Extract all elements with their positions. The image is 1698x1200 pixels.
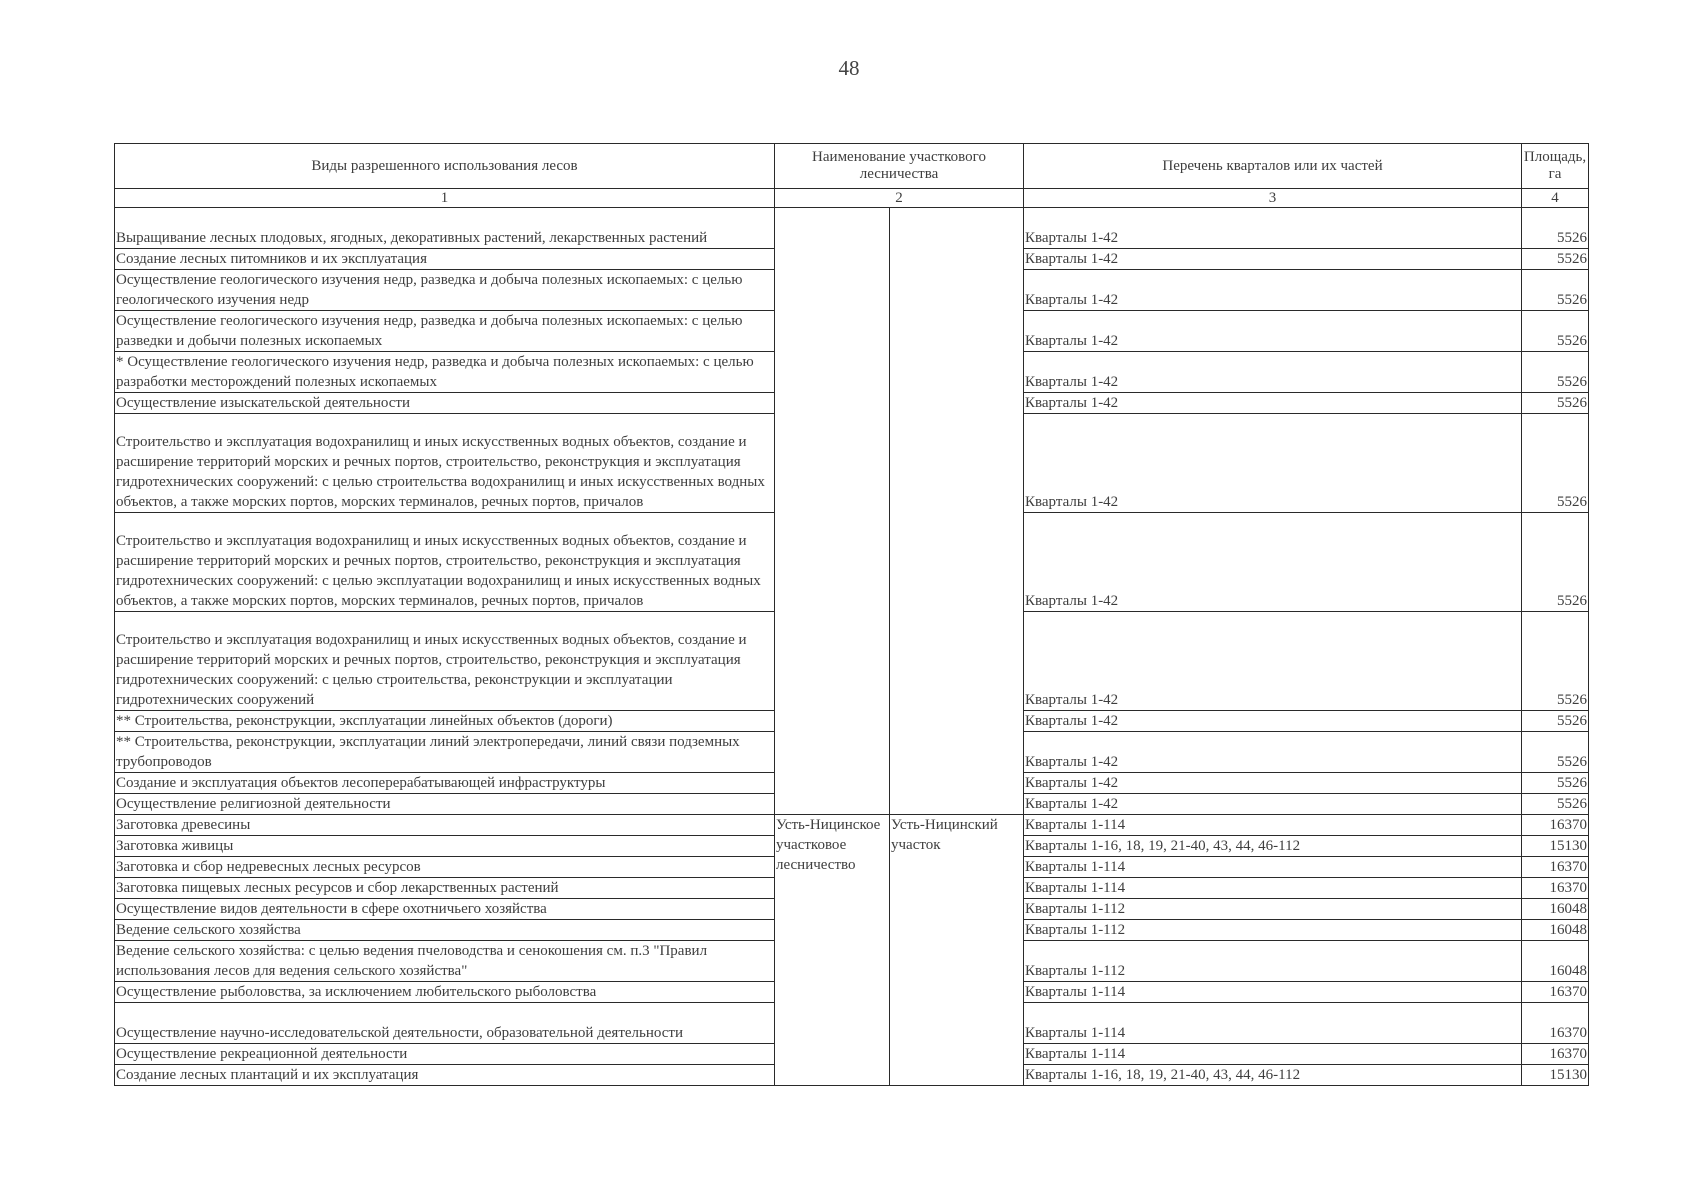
column-number: 2 (775, 189, 1024, 208)
area-cell: 5526 (1522, 513, 1589, 612)
quarters-cell: Кварталы 1-114 (1024, 1044, 1522, 1065)
use-type-cell: Осуществление научно-исследовательской деятельности, образовательной деятельности (115, 1003, 775, 1044)
use-type-cell: Строительство и эксплуатация водохранилищ и иных искусственных водных объектов, создание и расширение территорий морских и речных портов, строительство, реконструкция и эксплуатация гидротехнических сооружений: с целью строительства, реконструкции и эксплуатации гидротехнических сооружений (115, 612, 775, 711)
quarters-cell: Кварталы 1-112 (1024, 941, 1522, 982)
column-number: 3 (1024, 189, 1522, 208)
use-type-cell: * Осуществление геологического изучения недр, разведка и добыча полезных ископаемых: с целью разработки месторождений полезных ископаемых (115, 352, 775, 393)
area-cell: 16048 (1522, 920, 1589, 941)
quarters-cell: Кварталы 1-42 (1024, 352, 1522, 393)
quarters-cell: Кварталы 1-42 (1024, 732, 1522, 773)
area-cell: 5526 (1522, 414, 1589, 513)
quarters-cell: Кварталы 1-114 (1024, 1003, 1522, 1044)
area-cell: 16370 (1522, 815, 1589, 836)
use-type-cell: Осуществление геологического изучения недр, разведка и добыча полезных ископаемых: с целью разведки и добычи полезных ископаемых (115, 311, 775, 352)
area-cell: 16048 (1522, 899, 1589, 920)
district-cell-empty (775, 208, 890, 815)
quarters-cell: Кварталы 1-42 (1024, 414, 1522, 513)
area-cell: 5526 (1522, 208, 1589, 249)
area-cell: 16048 (1522, 941, 1589, 982)
quarters-cell: Кварталы 1-42 (1024, 612, 1522, 711)
use-type-cell: ** Строительства, реконструкции, эксплуатации линий электропередачи, линий связи подземных трубопроводов (115, 732, 775, 773)
area-cell: 5526 (1522, 711, 1589, 732)
quarters-cell: Кварталы 1-42 (1024, 249, 1522, 270)
area-cell: 15130 (1522, 836, 1589, 857)
area-cell: 5526 (1522, 773, 1589, 794)
use-type-cell: Заготовка древесины (115, 815, 775, 836)
quarters-cell: Кварталы 1-42 (1024, 794, 1522, 815)
quarters-cell: Кварталы 1-42 (1024, 393, 1522, 414)
area-cell: 5526 (1522, 612, 1589, 711)
use-type-cell: Выращивание лесных плодовых, ягодных, декоративных растений, лекарственных растений (115, 208, 775, 249)
table-row (115, 815, 1589, 836)
area-cell: 16370 (1522, 1044, 1589, 1065)
header-use: Виды разрешенного использования лесов (115, 144, 775, 189)
use-type-cell: Создание лесных питомников и их эксплуатация (115, 249, 775, 270)
quarters-cell: Кварталы 1-16, 18, 19, 21-40, 43, 44, 46-112 (1024, 836, 1522, 857)
area-cell: 16370 (1522, 878, 1589, 899)
use-type-cell: Осуществление геологического изучения недр, разведка и добыча полезных ископаемых: с целью геологического изучения недр (115, 270, 775, 311)
area-cell: 15130 (1522, 1065, 1589, 1086)
site-cell-empty (890, 208, 1024, 815)
quarters-cell: Кварталы 1-42 (1024, 773, 1522, 794)
use-type-cell: Создание и эксплуатация объектов лесоперерабатывающей инфраструктуры (115, 773, 775, 794)
use-type-cell: Заготовка живицы (115, 836, 775, 857)
quarters-cell: Кварталы 1-114 (1024, 878, 1522, 899)
column-number: 4 (1522, 189, 1589, 208)
use-type-cell: ** Строительства, реконструкции, эксплуатации линейных объектов (дороги) (115, 711, 775, 732)
use-type-cell: Осуществление религиозной деятельности (115, 794, 775, 815)
use-type-cell: Ведение сельского хозяйства (115, 920, 775, 941)
quarters-cell: Кварталы 1-114 (1024, 982, 1522, 1003)
area-cell: 5526 (1522, 794, 1589, 815)
use-type-cell: Осуществление рекреационной деятельности (115, 1044, 775, 1065)
use-type-cell: Осуществление видов деятельности в сфере охотничьего хозяйства (115, 899, 775, 920)
quarters-cell: Кварталы 1-42 (1024, 513, 1522, 612)
use-type-cell: Строительство и эксплуатация водохранилищ и иных искусственных водных объектов, создание и расширение территорий морских и речных портов, строительство, реконструкция и эксплуатация гидротехнических сооружений: с целью эксплуатации водохранилищ и иных искусственных водных объектов, а также морских портов, морских терминалов, речных портов, причалов (115, 513, 775, 612)
header-quarters: Перечень кварталов или их частей (1024, 144, 1522, 189)
area-cell: 16370 (1522, 982, 1589, 1003)
use-type-cell: Осуществление рыболовства, за исключением любительского рыболовства (115, 982, 775, 1003)
quarters-cell: Кварталы 1-42 (1024, 270, 1522, 311)
quarters-cell: Кварталы 1-112 (1024, 920, 1522, 941)
area-cell: 5526 (1522, 352, 1589, 393)
table-row (115, 208, 1589, 249)
use-type-cell: Заготовка пищевых лесных ресурсов и сбор лекарственных растений (115, 878, 775, 899)
area-cell: 5526 (1522, 311, 1589, 352)
forest-use-table (114, 143, 1589, 1086)
site-name-cell: Усть-Ницинский участок (890, 815, 1024, 1086)
area-cell: 5526 (1522, 270, 1589, 311)
use-type-cell: Заготовка и сбор недревесных лесных ресурсов (115, 857, 775, 878)
area-cell: 5526 (1522, 732, 1589, 773)
use-type-cell: Ведение сельского хозяйства: с целью ведения пчеловодства и сенокошения см. п.3 "Правил использования лесов для ведения сельского хозяйства" (115, 941, 775, 982)
area-cell: 5526 (1522, 393, 1589, 414)
use-type-cell: Создание лесных плантаций и их эксплуатация (115, 1065, 775, 1086)
table-header-row (115, 144, 1589, 189)
quarters-cell: Кварталы 1-42 (1024, 311, 1522, 352)
quarters-cell: Кварталы 1-114 (1024, 857, 1522, 878)
use-type-cell: Осуществление изыскательской деятельности (115, 393, 775, 414)
quarters-cell: Кварталы 1-16, 18, 19, 21-40, 43, 44, 46-112 (1024, 1065, 1522, 1086)
area-cell: 5526 (1522, 249, 1589, 270)
header-area: Площадь, га (1522, 144, 1589, 189)
quarters-cell: Кварталы 1-112 (1024, 899, 1522, 920)
area-cell: 16370 (1522, 857, 1589, 878)
area-cell: 16370 (1522, 1003, 1589, 1044)
column-number: 1 (115, 189, 775, 208)
quarters-cell: Кварталы 1-42 (1024, 711, 1522, 732)
column-number-row (115, 189, 1589, 208)
quarters-cell: Кварталы 1-42 (1024, 208, 1522, 249)
quarters-cell: Кварталы 1-114 (1024, 815, 1522, 836)
use-type-cell: Строительство и эксплуатация водохранилищ и иных искусственных водных объектов, создание и расширение территорий морских и речных портов, строительство, реконструкция и эксплуатация гидротехнических сооружений: с целью строительства водохранилищ и иных искусственных водных объектов, а также морских портов, морских терминалов, речных портов, причалов (115, 414, 775, 513)
page-number: 48 (838, 56, 860, 80)
header-forestry: Наименование участкового лесничества (775, 144, 1024, 189)
district-name-cell: Усть-Ницинское участковое лесничество (775, 815, 890, 1086)
